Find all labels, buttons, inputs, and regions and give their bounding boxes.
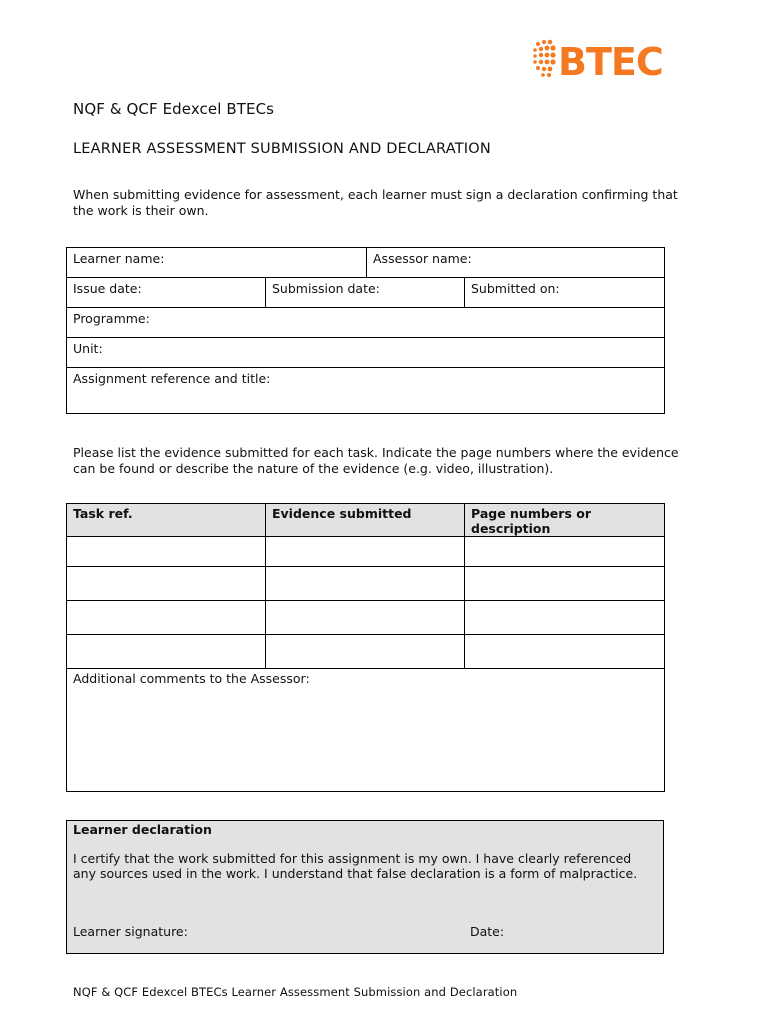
btec-logo [532, 38, 677, 88]
assignment-field[interactable]: Assignment reference and title: [67, 368, 665, 414]
page-numbers-cell[interactable] [465, 635, 665, 669]
submission-date-field[interactable]: Submission date: [266, 278, 465, 308]
learner-details-table [66, 247, 665, 414]
declaration-title: Learner declaration [73, 822, 212, 837]
programme-field[interactable]: Programme: [67, 308, 665, 338]
evidence-table [66, 503, 665, 792]
issue-date-field[interactable]: Issue date: [67, 278, 266, 308]
column-header-evidence: Evidence submitted [266, 504, 465, 537]
table-row [67, 635, 665, 669]
task-ref-cell[interactable] [67, 567, 266, 601]
column-header-task-ref: Task ref. [67, 504, 266, 537]
learner-signature-field[interactable]: Learner signature: [73, 924, 188, 939]
task-ref-cell[interactable] [67, 537, 266, 567]
unit-field[interactable]: Unit: [67, 338, 665, 368]
logo-dots-icon [533, 40, 555, 77]
page-numbers-cell[interactable] [465, 537, 665, 567]
page-numbers-cell[interactable] [465, 567, 665, 601]
btec-logo-graphic [532, 38, 677, 88]
footer-text: NQF & QCF Edexcel BTECs Learner Assessment Submission and Declaration [73, 985, 518, 999]
table-row [67, 537, 665, 567]
evidence-cell[interactable] [266, 537, 465, 567]
table-row [67, 601, 665, 635]
submitted-on-field[interactable]: Submitted on: [465, 278, 665, 308]
task-ref-cell[interactable] [67, 601, 266, 635]
table-row [67, 567, 665, 601]
page-title: LEARNER ASSESSMENT SUBMISSION AND DECLARATION [73, 141, 491, 157]
task-ref-cell[interactable] [67, 635, 266, 669]
header-title: NQF & QCF Edexcel BTECs [73, 100, 275, 118]
intro-text: When submitting evidence for assessment, each learner must sign a declaration confirming that the work is their own. [73, 187, 678, 218]
logo-wordmark: BTEC [558, 40, 663, 84]
additional-comments-field[interactable]: Additional comments to the Assessor: [67, 669, 665, 792]
assessor-name-field[interactable]: Assessor name: [367, 248, 665, 278]
evidence-cell[interactable] [266, 635, 465, 669]
declaration-text: I certify that the work submitted for this assignment is my own. I have clearly referenced any sources used in the work. I understand that false declaration is a form of malpractice. [73, 851, 638, 881]
evidence-cell[interactable] [266, 567, 465, 601]
evidence-cell[interactable] [266, 601, 465, 635]
evidence-instructions: Please list the evidence submitted for each task. Indicate the page numbers where the evidence can be found or describe the nature of the evidence (e.g. video, illustration). [73, 445, 679, 476]
column-header-page-numbers: Page numbers or description [465, 504, 665, 537]
learner-name-field[interactable]: Learner name: [67, 248, 367, 278]
learner-declaration-box [66, 820, 664, 954]
page-numbers-cell[interactable] [465, 601, 665, 635]
declaration-date-field[interactable]: Date: [470, 924, 505, 939]
